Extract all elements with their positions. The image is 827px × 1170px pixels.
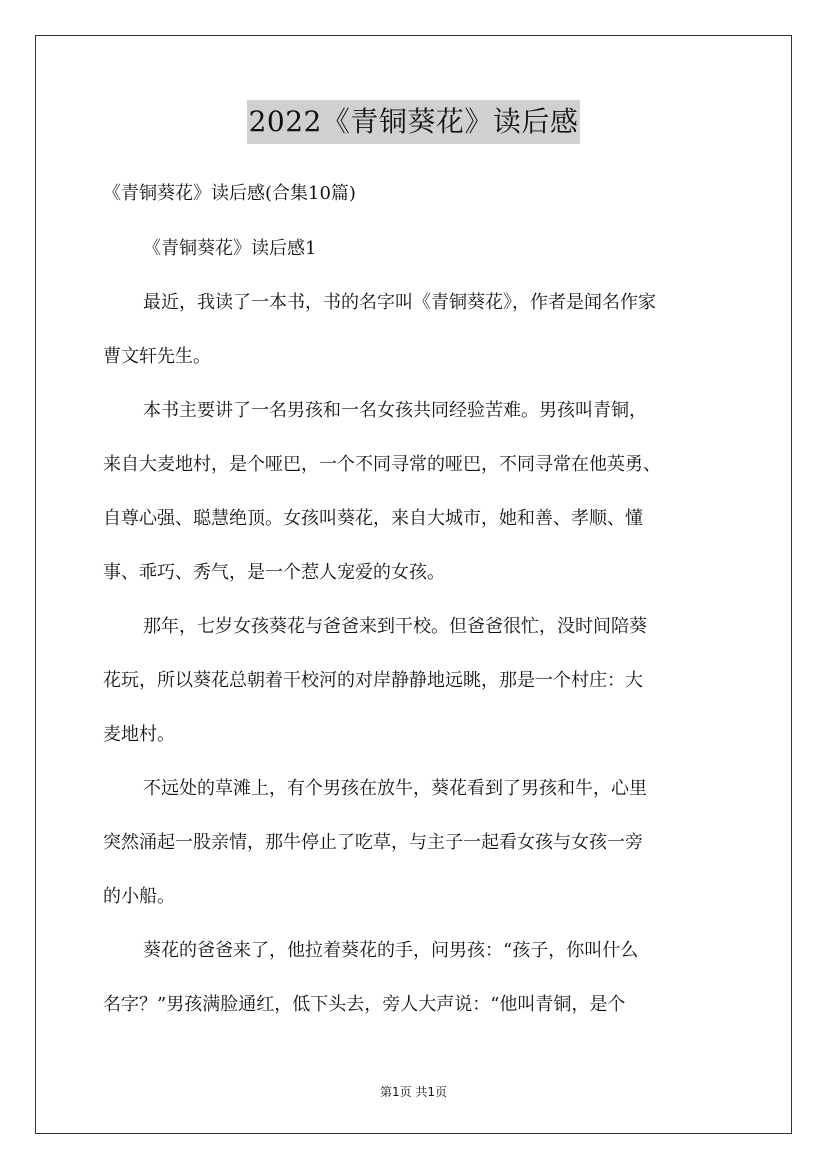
document-subtitle: 《青铜葵花》读后感(合集10篇)	[103, 183, 356, 204]
paragraph-line: 那年，七岁女孩葵花与爸爸来到干校。但爸爸很忙，没时间陪葵	[143, 616, 647, 637]
paragraph-line: 最近，我读了一本书，书的名字叫《青铜葵花》，作者是闻名作家	[143, 292, 656, 313]
paragraph-line: 突然涌起一股亲情，那牛停止了吃草，与主子一起看女孩与女孩一旁	[103, 832, 643, 853]
paragraph-line: 曹文轩先生。	[103, 346, 211, 367]
paragraph-line: 花玩，所以葵花总朝着干校河的对岸静静地远眺，那是一个村庄：大	[103, 670, 643, 691]
title-container	[0, 100, 827, 144]
paragraph-line: 来自大麦地村，是个哑巴，一个不同寻常的哑巴，不同寻常在他英勇、	[103, 454, 661, 475]
paragraph-line: 自尊心强、聪慧绝顶。女孩叫葵花，来自大城市，她和善、孝顺、懂	[103, 508, 643, 529]
page-footer: 第1页 共1页	[379, 1085, 448, 1099]
paragraph-line: 葵花的爸爸来了，他拉着葵花的手，问男孩：“孩子，你叫什么	[143, 940, 639, 961]
paragraph-line: 的小船。	[103, 886, 175, 907]
paragraph-line: 不远处的草滩上，有个男孩在放牛，葵花看到了男孩和牛，心里	[143, 778, 647, 799]
document-title: 2022《青铜葵花》读后感	[247, 100, 581, 144]
paragraph-line: 名字？”男孩满脸通红，低下头去，旁人大声说：“他叫青铜，是个	[103, 994, 626, 1015]
paragraph-line: 本书主要讲了一名男孩和一名女孩共同经验苦难。男孩叫青铜，	[143, 400, 647, 421]
section-heading: 《青铜葵花》读后感1	[143, 238, 317, 259]
paragraph-line: 事、乖巧、秀气，是一个惹人宠爱的女孩。	[103, 562, 445, 583]
paragraph-line: 麦地村。	[103, 724, 175, 745]
